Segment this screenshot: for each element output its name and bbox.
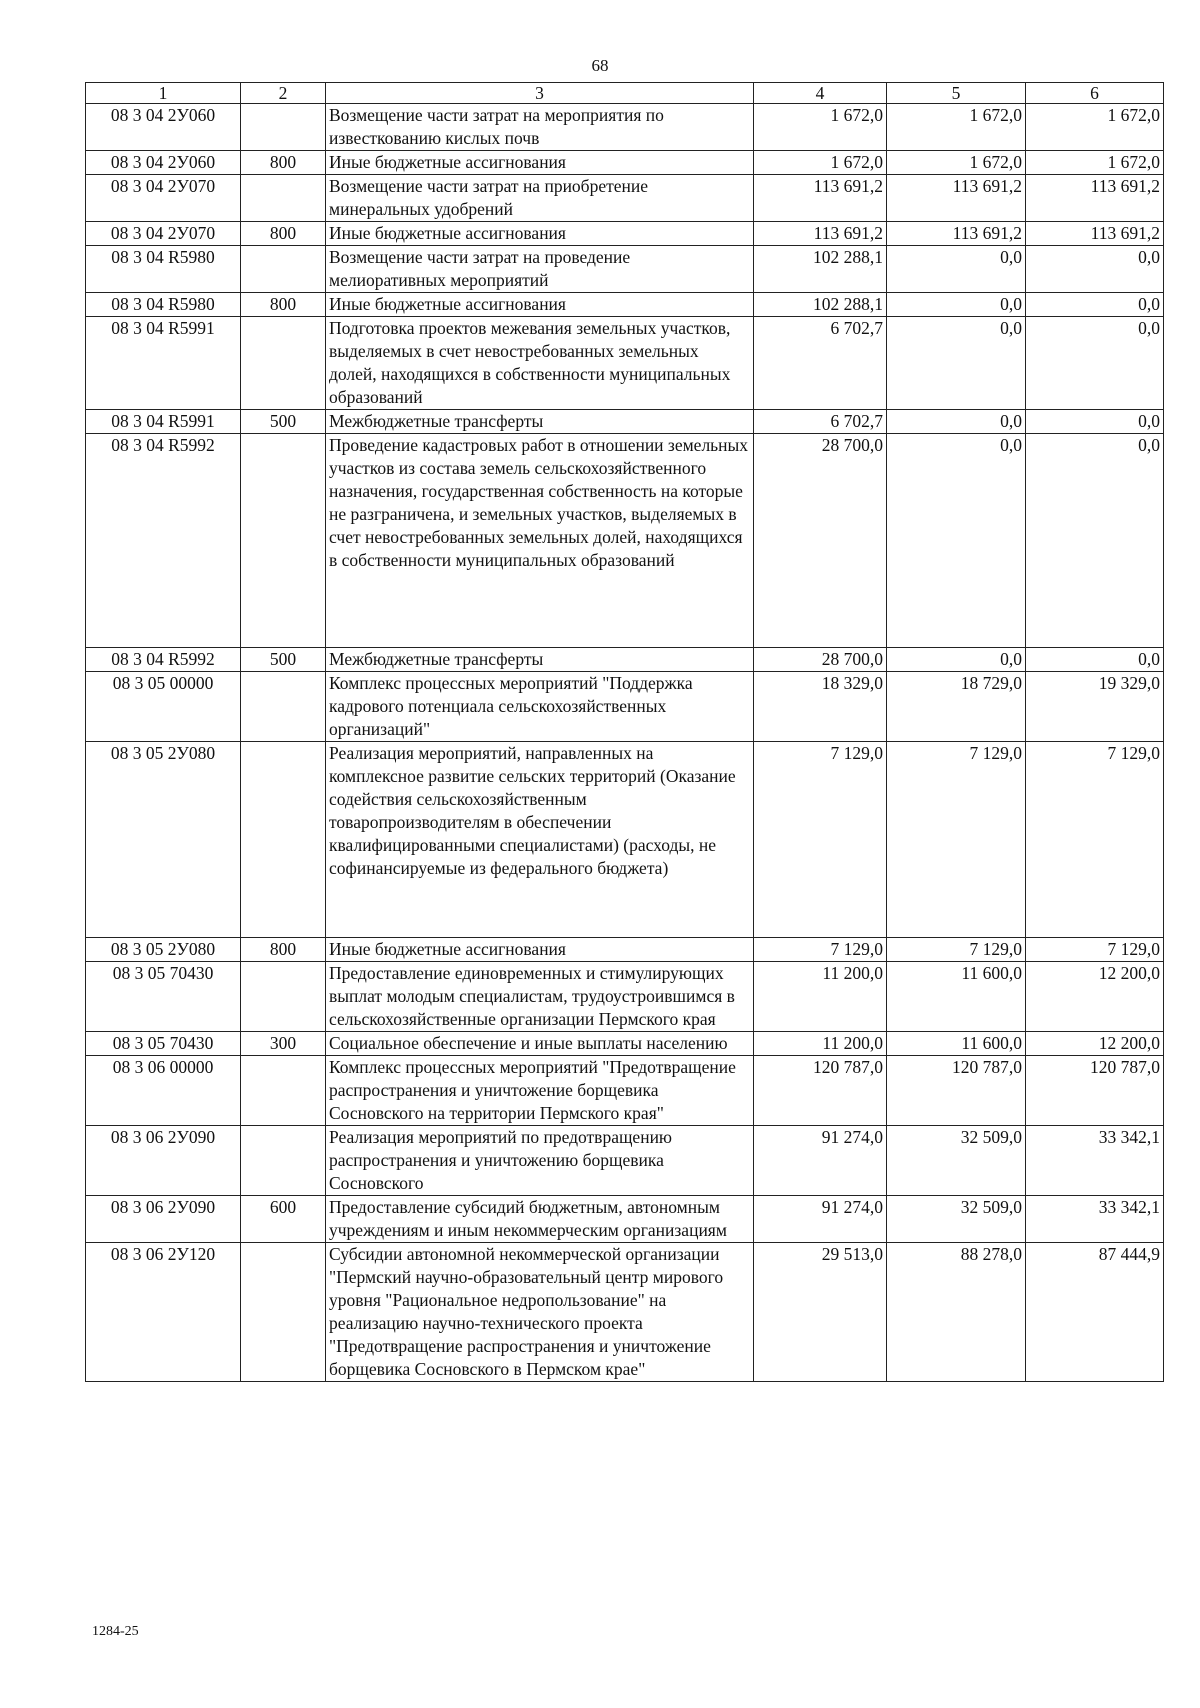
cell-amount-2: 0,0 <box>887 246 1026 293</box>
cell-expense-type: 800 <box>241 222 326 246</box>
header-cell-2: 2 <box>241 83 326 104</box>
cell-amount-2: 88 278,0 <box>887 1243 1026 1382</box>
cell-code: 08 3 05 00000 <box>86 672 241 742</box>
cell-code: 08 3 04 R5991 <box>86 410 241 434</box>
table-row <box>86 410 1164 434</box>
cell-code: 08 3 06 2У090 <box>86 1126 241 1196</box>
cell-expense-type <box>241 317 326 410</box>
cell-code: 08 3 06 2У090 <box>86 1196 241 1243</box>
cell-name: Возмещение части затрат на приобретение минеральных удобрений <box>326 175 754 222</box>
cell-amount-1: 18 329,0 <box>754 672 887 742</box>
table-row <box>86 1056 1164 1126</box>
cell-expense-type <box>241 175 326 222</box>
cell-amount-3: 113 691,2 <box>1026 175 1164 222</box>
cell-amount-1: 28 700,0 <box>754 648 887 672</box>
cell-name: Межбюджетные трансферты <box>326 648 754 672</box>
cell-amount-1: 1 672,0 <box>754 151 887 175</box>
cell-amount-3: 7 129,0 <box>1026 938 1164 962</box>
cell-code: 08 3 04 2У070 <box>86 175 241 222</box>
cell-name: Иные бюджетные ассигнования <box>326 938 754 962</box>
cell-amount-1: 1 672,0 <box>754 104 887 151</box>
cell-expense-type: 800 <box>241 151 326 175</box>
page-number: 68 <box>591 56 609 75</box>
cell-amount-1: 120 787,0 <box>754 1056 887 1126</box>
table-row <box>86 175 1164 222</box>
cell-amount-2: 0,0 <box>887 648 1026 672</box>
cell-amount-2: 0,0 <box>887 293 1026 317</box>
cell-name: Предоставление единовременных и стимулирующих выплат молодым специалистам, трудоустроившимся в сельскохозяйственные организации Пермского края <box>326 962 754 1032</box>
table-row <box>86 434 1164 648</box>
cell-code: 08 3 04 R5991 <box>86 317 241 410</box>
header-cell-3: 3 <box>326 83 754 104</box>
cell-expense-type: 300 <box>241 1032 326 1056</box>
cell-code: 08 3 04 R5980 <box>86 246 241 293</box>
cell-expense-type <box>241 1056 326 1126</box>
cell-name: Социальное обеспечение и иные выплаты населению <box>326 1032 754 1056</box>
cell-amount-1: 102 288,1 <box>754 246 887 293</box>
table-row <box>86 962 1164 1032</box>
cell-amount-1: 113 691,2 <box>754 222 887 246</box>
table-row <box>86 1126 1164 1196</box>
cell-amount-1: 7 129,0 <box>754 742 887 938</box>
cell-amount-3: 0,0 <box>1026 317 1164 410</box>
table-row <box>86 293 1164 317</box>
cell-amount-1: 91 274,0 <box>754 1196 887 1243</box>
budget-table <box>85 82 1164 1382</box>
cell-amount-2: 7 129,0 <box>887 742 1026 938</box>
cell-amount-2: 11 600,0 <box>887 962 1026 1032</box>
cell-amount-2: 18 729,0 <box>887 672 1026 742</box>
cell-code: 08 3 06 00000 <box>86 1056 241 1126</box>
cell-name: Возмещение части затрат на мероприятия по известкованию кислых почв <box>326 104 754 151</box>
cell-amount-2: 0,0 <box>887 317 1026 410</box>
cell-amount-2: 32 509,0 <box>887 1196 1026 1243</box>
cell-name: Иные бюджетные ассигнования <box>326 222 754 246</box>
cell-amount-2: 32 509,0 <box>887 1126 1026 1196</box>
cell-code: 08 3 05 70430 <box>86 962 241 1032</box>
header-cell-5: 5 <box>887 83 1026 104</box>
cell-amount-3: 12 200,0 <box>1026 962 1164 1032</box>
cell-name: Комплекс процессных мероприятий "Поддержка кадрового потенциала сельскохозяйственных организаций" <box>326 672 754 742</box>
cell-amount-1: 11 200,0 <box>754 962 887 1032</box>
table-row <box>86 1243 1164 1382</box>
table-row <box>86 246 1164 293</box>
cell-amount-2: 113 691,2 <box>887 222 1026 246</box>
table-row <box>86 317 1164 410</box>
table-row <box>86 1032 1164 1056</box>
cell-amount-2: 1 672,0 <box>887 104 1026 151</box>
cell-expense-type: 800 <box>241 938 326 962</box>
cell-code: 08 3 05 70430 <box>86 1032 241 1056</box>
cell-amount-3: 0,0 <box>1026 246 1164 293</box>
cell-expense-type: 600 <box>241 1196 326 1243</box>
cell-name: Реализация мероприятий, направленных на комплексное развитие сельских территорий (Оказание содействия сельскохозяйственным товаропроизводителям в обеспечении квалифицированными специалистами) (расходы, не софинансируемые из федерального бюджета) <box>326 742 754 938</box>
cell-code: 08 3 05 2У080 <box>86 938 241 962</box>
cell-amount-3: 120 787,0 <box>1026 1056 1164 1126</box>
cell-code: 08 3 04 R5980 <box>86 293 241 317</box>
cell-name: Проведение кадастровых работ в отношении земельных участков из состава земель сельскохозяйственного назначения, государственная собственность на которые не разграничена, и земельных участков, выделяемых в счет невостребованных земельных долей, находящихся в собственности муниципальных образований <box>326 434 754 648</box>
cell-name: Субсидии автономной некоммерческой организации "Пермский научно-образовательный центр мирового уровня "Рациональное недропользование" на реализацию научно-технического проекта "Предотвращение распространения и уничтожение борщевика Сосновского в Пермском крае" <box>326 1243 754 1382</box>
cell-amount-2: 113 691,2 <box>887 175 1026 222</box>
cell-name: Иные бюджетные ассигнования <box>326 293 754 317</box>
cell-amount-3: 113 691,2 <box>1026 222 1164 246</box>
header-cell-4: 4 <box>754 83 887 104</box>
document-code: 1284-25 <box>92 1624 139 1639</box>
cell-code: 08 3 04 2У070 <box>86 222 241 246</box>
cell-expense-type: 800 <box>241 293 326 317</box>
cell-amount-3: 19 329,0 <box>1026 672 1164 742</box>
cell-amount-3: 33 342,1 <box>1026 1126 1164 1196</box>
cell-expense-type <box>241 672 326 742</box>
table-row <box>86 104 1164 151</box>
cell-amount-1: 11 200,0 <box>754 1032 887 1056</box>
cell-amount-3: 87 444,9 <box>1026 1243 1164 1382</box>
header-cell-1: 1 <box>86 83 241 104</box>
cell-amount-3: 33 342,1 <box>1026 1196 1164 1243</box>
cell-expense-type: 500 <box>241 410 326 434</box>
cell-name: Иные бюджетные ассигнования <box>326 151 754 175</box>
cell-amount-1: 6 702,7 <box>754 410 887 434</box>
cell-amount-1: 29 513,0 <box>754 1243 887 1382</box>
cell-amount-3: 0,0 <box>1026 434 1164 648</box>
cell-amount-2: 0,0 <box>887 410 1026 434</box>
cell-expense-type <box>241 434 326 648</box>
cell-code: 08 3 06 2У120 <box>86 1243 241 1382</box>
header-row <box>86 83 1164 104</box>
cell-expense-type <box>241 1126 326 1196</box>
cell-amount-1: 28 700,0 <box>754 434 887 648</box>
cell-amount-1: 102 288,1 <box>754 293 887 317</box>
cell-amount-2: 1 672,0 <box>887 151 1026 175</box>
table-row <box>86 938 1164 962</box>
cell-name: Комплекс процессных мероприятий "Предотвращение распространения и уничтожение борщевика Сосновского на территории Пермского края" <box>326 1056 754 1126</box>
cell-amount-2: 0,0 <box>887 434 1026 648</box>
cell-name: Предоставление субсидий бюджетным, автономным учреждениям и иным некоммерческим организациям <box>326 1196 754 1243</box>
cell-expense-type: 500 <box>241 648 326 672</box>
cell-amount-1: 91 274,0 <box>754 1126 887 1196</box>
table-row <box>86 1196 1164 1243</box>
header-cell-6: 6 <box>1026 83 1164 104</box>
cell-amount-3: 12 200,0 <box>1026 1032 1164 1056</box>
cell-amount-2: 11 600,0 <box>887 1032 1026 1056</box>
table-row <box>86 222 1164 246</box>
table-row <box>86 648 1164 672</box>
cell-code: 08 3 05 2У080 <box>86 742 241 938</box>
cell-name: Реализация мероприятий по предотвращению распространения и уничтожению борщевика Сосновского <box>326 1126 754 1196</box>
cell-code: 08 3 04 2У060 <box>86 104 241 151</box>
table-row <box>86 672 1164 742</box>
cell-amount-3: 1 672,0 <box>1026 104 1164 151</box>
table-row <box>86 151 1164 175</box>
cell-name: Возмещение части затрат на проведение мелиоративных мероприятий <box>326 246 754 293</box>
cell-code: 08 3 04 2У060 <box>86 151 241 175</box>
cell-amount-2: 120 787,0 <box>887 1056 1026 1126</box>
cell-name: Межбюджетные трансферты <box>326 410 754 434</box>
table-row <box>86 742 1164 938</box>
cell-expense-type <box>241 104 326 151</box>
cell-expense-type <box>241 962 326 1032</box>
cell-amount-1: 113 691,2 <box>754 175 887 222</box>
cell-code: 08 3 04 R5992 <box>86 434 241 648</box>
cell-amount-3: 0,0 <box>1026 293 1164 317</box>
cell-name: Подготовка проектов межевания земельных участков, выделяемых в счет невостребованных земельных долей, находящихся в собственности муниципальных образований <box>326 317 754 410</box>
cell-amount-1: 6 702,7 <box>754 317 887 410</box>
cell-expense-type <box>241 246 326 293</box>
cell-code: 08 3 04 R5992 <box>86 648 241 672</box>
cell-amount-3: 1 672,0 <box>1026 151 1164 175</box>
cell-amount-3: 7 129,0 <box>1026 742 1164 938</box>
cell-expense-type <box>241 742 326 938</box>
cell-amount-3: 0,0 <box>1026 410 1164 434</box>
cell-amount-3: 0,0 <box>1026 648 1164 672</box>
cell-amount-2: 7 129,0 <box>887 938 1026 962</box>
cell-expense-type <box>241 1243 326 1382</box>
cell-amount-1: 7 129,0 <box>754 938 887 962</box>
